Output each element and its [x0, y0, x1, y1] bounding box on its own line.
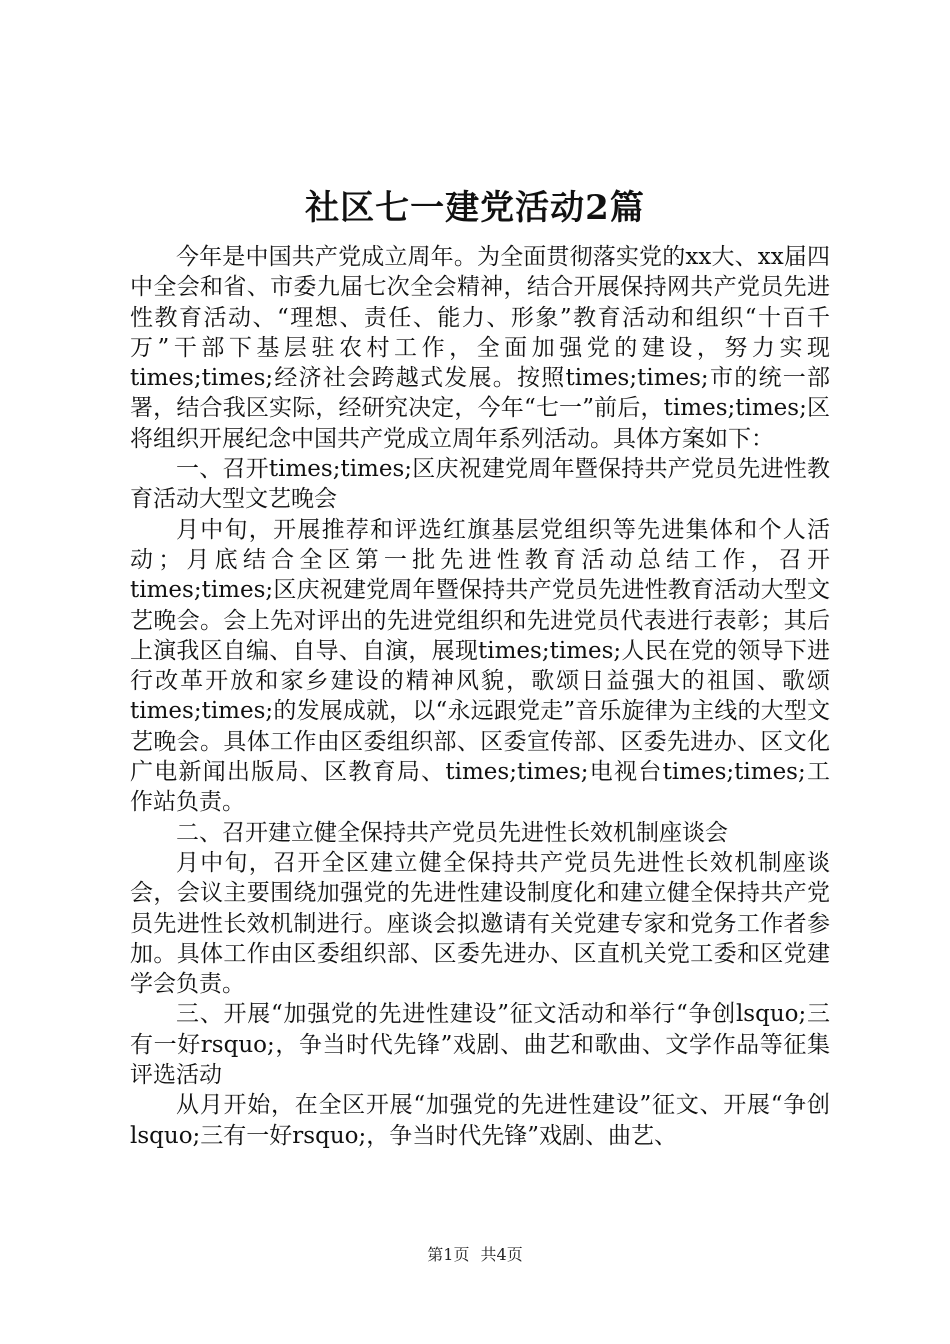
section-heading-2: 二、召开建立健全保持共产党员先进性长效机制座谈会: [176, 819, 728, 846]
document-body: [130, 242, 830, 1151]
section-heading-3: 三、开展“加强党的先进性建设”征文活动和举行“争创lsquo;三有一好rsquo;，争当时代先锋”戏剧、曲艺和歌曲、文学作品等征集评选活动: [130, 1001, 830, 1089]
page-footer: [0, 1244, 950, 1266]
paragraph-intro: 今年是中国共产党成立周年。为全面贯彻落实党的xx大、xx届四中全会和省、市委九届七次全会精神，结合开展保持网共产党员先进性教育活动、“理想、责任、能力、形象”教育活动和组织“十百千万”干部下基层驻农村工作，全面加强党的建设，努力实现times;times;经济社会跨越式发展。按照times;times;市的统一部署，结合我区实际，经研究决定，今年“七一”前后，times;times;区将组织开展纪念中国共产党成立周年系列活动。具体方案如下：: [130, 244, 830, 452]
page-number: 第1页: [427, 1245, 470, 1264]
paragraph-section-2: 月中旬，召开全区建立健全保持共产党员先进性长效机制座谈会，会议主要围绕加强党的先进性建设制度化和建立健全保持共产党员先进性长效机制进行。座谈会拟邀请有关党建专家和党务工作者参加。具体工作由区委组织部、区委先进办、区直机关党工委和区党建学会负责。: [130, 849, 830, 998]
section-heading-1: 一、召开times;times;区庆祝建党周年暨保持共产党员先进性教育活动大型文艺晚会: [130, 456, 830, 513]
paragraph-section-1: 月中旬，开展推荐和评选红旗基层党组织等先进集体和个人活动；月底结合全区第一批先进性教育活动总结工作，召开times;times;区庆祝建党周年暨保持共产党员先进性教育活动大型文艺晚会。会上先对评出的先进党组织和先进党员代表进行表彰；其后上演我区自编、自导、自演，展现times;times;人民在党的领导下进行改革开放和家乡建设的精神风貌，歌颂日益强大的祖国、歌颂times;times;的发展成就，以“永远跟党走”音乐旋律为主线的大型文艺晚会。具体工作由区委组织部、区委宣传部、区委先进办、区文化广电新闻出版局、区教育局、times;times;电视台times;times;工作站负责。: [130, 516, 830, 816]
page-total: 共4页: [480, 1245, 523, 1264]
paragraph-section-3: 从月开始，在全区开展“加强党的先进性建设”征文、开展“争创lsquo;三有一好rsquo;，争当时代先锋”戏剧、曲艺、: [130, 1092, 830, 1149]
document-title: 社区七一建党活动2篇: [305, 188, 645, 228]
